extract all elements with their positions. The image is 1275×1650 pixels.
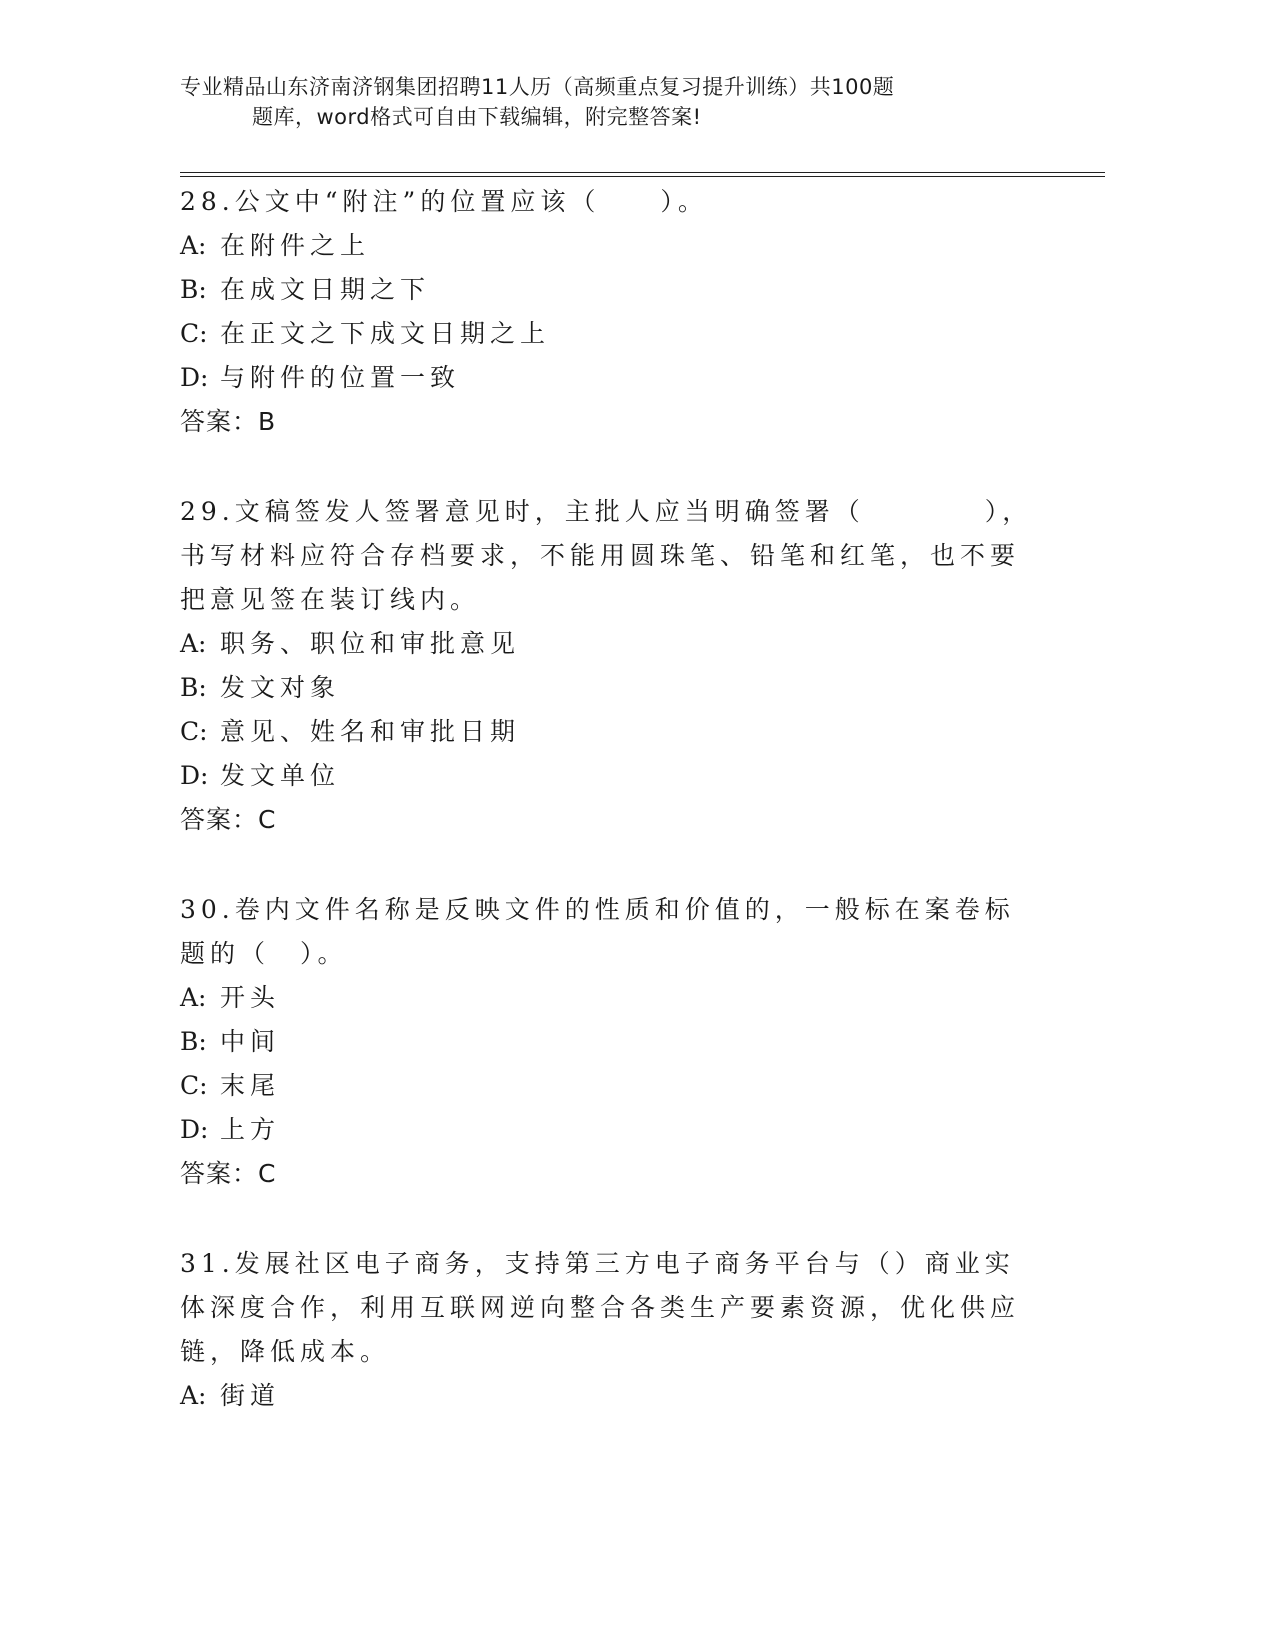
question-stem: 30.卷内文件名称是反映文件的性质和价值的，一般标在案卷标题的（ ）。 <box>180 895 1015 968</box>
option-d <box>180 754 1040 798</box>
option-key: C: <box>180 319 208 348</box>
option-text: 发文单位 <box>220 761 341 790</box>
document-header <box>180 72 1060 132</box>
option-key: D: <box>180 1115 209 1144</box>
question-28 <box>180 180 1040 444</box>
option-text: 中间 <box>220 1027 281 1056</box>
option-b <box>180 268 1040 312</box>
option-key: A: <box>180 1381 207 1410</box>
question-stem: 28.公文中“附注”的位置应该（ ）。 <box>180 187 708 216</box>
option-a <box>180 976 1040 1020</box>
question-31 <box>180 1242 1040 1418</box>
option-key: A: <box>180 983 207 1012</box>
option-key: C: <box>180 717 208 746</box>
question-stem: 31.发展社区电子商务，支持第三方电子商务平台与（）商业实体深度合作，利用互联网逆向整合各类生产要素资源，优化供应链，降低成本。 <box>180 1249 1021 1366</box>
option-key: B: <box>180 673 207 702</box>
option-key: A: <box>180 629 207 658</box>
question-29 <box>180 490 1040 842</box>
option-c <box>180 312 1040 356</box>
option-text: 街道 <box>220 1381 281 1410</box>
header-divider-bottom <box>180 176 1105 177</box>
answer-line: 答案：C <box>180 805 277 834</box>
header-line-2: 题库，word格式可自由下载编辑，附完整答案! <box>252 105 702 129</box>
option-text: 在附件之上 <box>220 231 371 260</box>
option-d <box>180 356 1040 400</box>
option-text: 开头 <box>220 983 281 1012</box>
question-stem: 29.文稿签发人签署意见时，主批人应当明确签署（ ），书写材料应符合存档要求，不能用圆珠笔、铅笔和红笔，也不要把意见签在装订线内。 <box>180 497 1033 614</box>
header-divider-top <box>180 172 1105 173</box>
answer-line: 答案：C <box>180 1159 277 1188</box>
option-text: 与附件的位置一致 <box>220 363 461 392</box>
option-d <box>180 1108 1040 1152</box>
option-key: D: <box>180 761 209 790</box>
option-a <box>180 622 1040 666</box>
option-b <box>180 1020 1040 1064</box>
option-key: B: <box>180 275 207 304</box>
option-key: A: <box>180 231 207 260</box>
option-text: 在正文之下成文日期之上 <box>220 319 551 348</box>
option-text: 在成文日期之下 <box>220 275 431 304</box>
answer-line: 答案：B <box>180 407 277 436</box>
header-line-1: 专业精品山东济南济钢集团招聘11人历（高频重点复习提升训练）共100题 <box>180 75 895 99</box>
option-key: D: <box>180 363 209 392</box>
option-text: 末尾 <box>220 1071 281 1100</box>
option-text: 上方 <box>220 1115 281 1144</box>
option-text: 职务、职位和审批意见 <box>220 629 521 658</box>
option-text: 意见、姓名和审批日期 <box>220 717 521 746</box>
option-key: B: <box>180 1027 207 1056</box>
option-c <box>180 710 1040 754</box>
option-text: 发文对象 <box>220 673 341 702</box>
question-list <box>180 180 1040 1464</box>
option-b <box>180 666 1040 710</box>
option-c <box>180 1064 1040 1108</box>
question-30 <box>180 888 1040 1196</box>
option-a <box>180 224 1040 268</box>
option-a <box>180 1374 1040 1418</box>
option-key: C: <box>180 1071 208 1100</box>
